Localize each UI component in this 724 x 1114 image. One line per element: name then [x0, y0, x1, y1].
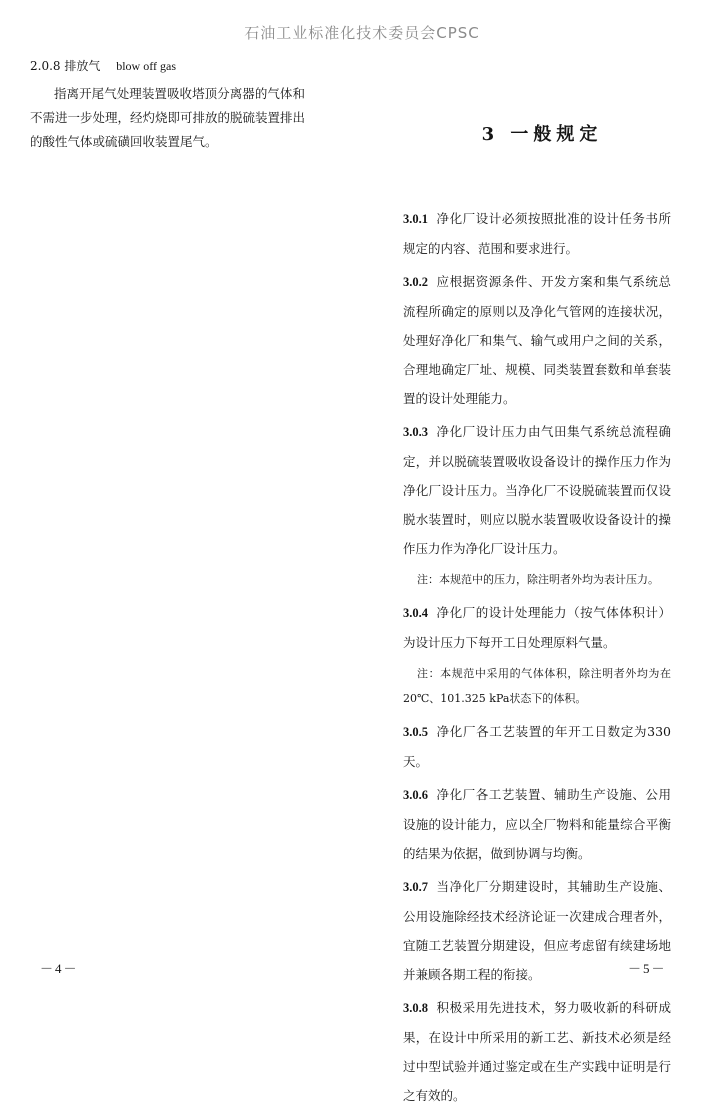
- clause-3-0-6: [403, 780, 671, 868]
- clause-3-0-1: [403, 204, 671, 263]
- clause-number: 3.0.5: [403, 725, 428, 739]
- chapter-title: 3 一般规定: [481, 124, 603, 145]
- clause-text: 净化厂各工艺装置的年开工日数定为330天。: [403, 724, 671, 769]
- clause-3-0-2: [403, 267, 671, 413]
- left-page-column: [30, 54, 305, 154]
- clause-text: 净化厂各工艺装置、辅助生产设施、公用设施的设计能力，应以全厂物料和能量综合平衡的结果为依据，做到协调与均衡。: [403, 787, 671, 861]
- note-gas-volume: 注：本规范中采用的气体体积，除注明者外均为在20℃、101.325 kPa状态下的体积。: [403, 667, 671, 705]
- clause-text: 净化厂设计压力由气田集气系统总流程确定，并以脱硫装置吸收设备设计的操作压力作为净化厂设计压力。当净化厂不设脱硫装置而仅设脱水装置时，则应以脱水装置吸收设备设计的操作压力作为净化厂设计压力。: [403, 424, 671, 556]
- clause-number: 3.0.3: [403, 425, 428, 439]
- clause-text: 应根据资源条件、开发方案和集气系统总流程所确定的原则以及净化气管网的连接状况，处理好净化厂和集气、输气或用户之间的关系，合理地确定厂址、规模、同类装置套数和单套装置的设计处理能力。: [403, 274, 671, 406]
- clause-number: 3.0.6: [403, 788, 428, 802]
- clause-number: 3.0.8: [403, 1001, 428, 1015]
- note-pressure: 注：本规范中的压力，除注明者外均为表计压力。: [417, 573, 659, 586]
- clause-3-0-4: [403, 598, 671, 657]
- clause-number: 3.0.7: [403, 880, 428, 894]
- page-number-left: －4－: [40, 961, 79, 976]
- clause-number: 3.0.1: [403, 212, 428, 226]
- clause-number: 3.0.4: [403, 606, 428, 620]
- clause-text: 净化厂的设计处理能力（按气体体积计）为设计压力下每开工日处理原料气量。: [403, 605, 671, 650]
- clause-3-0-3: [403, 417, 671, 563]
- clause-3-0-8: [403, 993, 671, 1110]
- term-definition: 指离开尾气处理装置吸收塔顶分离器的气体和不需进一步处理，经灼烧即可排放的脱硫装置排出的酸性气体或硫磺回收装置尾气。: [30, 86, 306, 149]
- clause-text: 净化厂设计必须按照批准的设计任务书所规定的内容、范围和要求进行。: [403, 211, 671, 256]
- clause-text: 当净化厂分期建设时，其辅助生产设施、公用设施除经技术经济论证一次建成合理者外，宜随工艺装置分期建设，但应考虑留有续建场地并兼顾各期工程的衔接。: [403, 879, 671, 982]
- term-chinese: 排放气: [64, 59, 101, 73]
- watermark-header: 石油工业标准化技术委员会CPSC: [244, 24, 480, 42]
- term-english: blow off gas: [116, 59, 176, 73]
- term-number: 2.0.8: [30, 59, 61, 73]
- clause-text: 积极采用先进技术，努力吸收新的科研成果，在设计中所采用的新工艺、新技术必须是经过中型试验并通过鉴定或在生产实践中证明是行之有效的。: [403, 1000, 671, 1103]
- clause-number: 3.0.2: [403, 275, 428, 289]
- clause-3-0-5: [403, 717, 671, 776]
- term-heading: [30, 54, 305, 78]
- page-number-right: －5－: [628, 961, 667, 976]
